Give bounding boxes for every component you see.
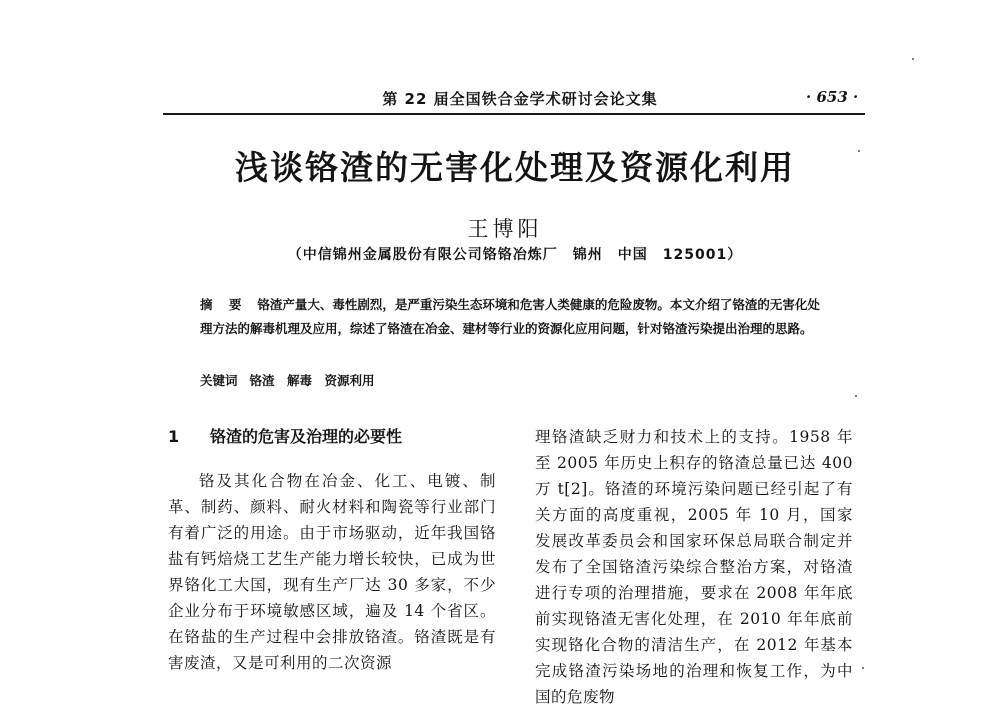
author-affiliation: （中信锦州金属股份有限公司铬铬冶炼厂 锦州 中国 125001） [287, 247, 743, 263]
right-column-paragraph: 理铬渣缺乏财力和技术上的支持。1958 年至 2005 年历史上积存的铬渣总量已达 400 万 t[2]。铬渣的环境污染问题已经引起了有关方面的高度重视，2005 年 10 月，国家发展改革委员会和国家环保总局联合制定并发布了全国铬渣污染综合整治方案，对铬渣进行专项的治理措施，要求在 2008 年年底前实现铬渣无害化处理，在 2010 年年底前实现铬化合物的清洁生产，在 2012 年基本完成铬渣污染场地的治理和恢复工作，为中国的危废物 [535, 428, 853, 706]
keywords [200, 371, 820, 389]
paper-title: 浅谈铬渣的无害化处理及资源化利用 [235, 148, 795, 187]
section-heading [168, 424, 508, 447]
section-title: 铬渣的危害及治理的必要性 [210, 427, 403, 446]
scan-speck [855, 395, 857, 397]
keywords-label: 关键词 [200, 373, 238, 388]
abstract-label: 摘 要 [200, 297, 248, 312]
left-column-paragraph: 铬及其化合物在冶金、化工、电镀、制革、制药、颜料、耐火材料和陶瓷等行业部门有着广泛的用途。由于市场驱动，近年我国铬盐有钙焙烧工艺生产能力增长较快，已成为世界铬化工大国，现有生产厂达 30 多家，不少企业分布于环境敏感区域，遍及 14 个省区。在铬盐的生产过程中会排放铬渣。铬渣既是有害废渣，又是可利用的二次资源 [168, 472, 496, 672]
page-number: · 653 · [806, 88, 859, 106]
scan-speck [858, 150, 860, 152]
scan-speck [912, 58, 914, 60]
abstract-text: 铬渣产量大、毒性剧烈，是严重污染生态环境和危害人类健康的危险废物。本文介绍了铬渣的无害化处理方法的解毒机理及应用，综述了铬渣在冶金、建材等行业的资源化应用问题，针对铬渣污染提出治理的思路。 [200, 297, 820, 336]
abstract [200, 293, 820, 341]
scan-speck [862, 667, 864, 669]
header-divider [163, 113, 865, 115]
proceedings-title: 第 22 届全国铁合金学术研讨会论文集 [382, 90, 658, 108]
author-name: 王博阳 [467, 217, 543, 241]
section-number: 1 [168, 427, 180, 446]
keywords-text: 铬渣 解毒 资源利用 [249, 373, 375, 388]
